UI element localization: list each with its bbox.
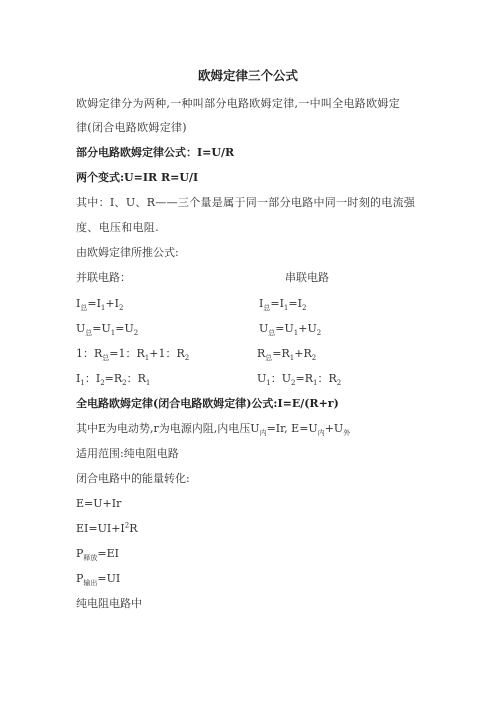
- parallel-formula-current: $I_总=I_1+I_2$: [76, 297, 124, 313]
- equation-1: E=U+Ir: [76, 497, 122, 510]
- parallel-formula-voltage: $U_总=U_1=U_2$: [76, 322, 139, 338]
- full-circuit-heading: 全电路欧姆定律(闭合电路欧姆定律)公式:I=E/(R+r): [76, 397, 339, 410]
- full-circuit-explain: 其中E为电动势,r为电源内阻,内电压$U_内=Ir$, $E=U_内+U_外$: [76, 422, 351, 438]
- equation-2: $EI=UI+I^2R$: [76, 521, 138, 535]
- intro-line-1: 欧姆定律分为两种,一种叫部分电路欧姆定律,一中叫全电路欧姆定: [76, 97, 400, 110]
- partial-explain-1: 其中：I、U、R——三个量是属于同一部分电路中同一时刻的电流强: [76, 196, 416, 209]
- derived-label: 由欧姆定律所推公式:: [76, 246, 179, 259]
- series-label: 串联电路: [285, 271, 329, 284]
- intro-line-2: 律(闭合电路欧姆定律): [76, 121, 187, 134]
- partial-heading: 部分电路欧姆定律公式：I=U/R: [76, 146, 235, 159]
- partial-explain-2: 度、电压和电阻.: [76, 221, 159, 234]
- partial-variants: 两个变式:U=IR R=U/I: [76, 171, 199, 184]
- scope-line: 适用范围:纯电阻电路: [76, 447, 179, 460]
- parallel-label: 并联电路：: [76, 271, 131, 284]
- series-formula-ratio: $U_1$：$U_2=R_1$：$R_2$: [257, 372, 342, 388]
- last-line: 纯电阻电路中: [76, 597, 142, 610]
- parallel-formula-resistance: 1：$R_总=1$：$R_1+1$：$R_2$: [76, 347, 190, 363]
- series-formula-voltage: $U_总=U_1+U_2$: [259, 322, 322, 338]
- energy-line: 闭合电路中的能量转化:: [76, 472, 190, 485]
- page-title: 欧姆定律三个公式: [197, 68, 298, 83]
- series-formula-resistance: $R_总=R_1+R_2$: [257, 347, 317, 363]
- parallel-formula-ratio: $I_1$：$I_2=R_2$：$R_1$: [76, 372, 151, 388]
- equation-3: $P_{释放}=EI$: [76, 547, 119, 563]
- series-formula-current: $I_总=I_1=I_2$: [259, 297, 307, 313]
- equation-4: $P_{输出}=UI$: [76, 572, 121, 588]
